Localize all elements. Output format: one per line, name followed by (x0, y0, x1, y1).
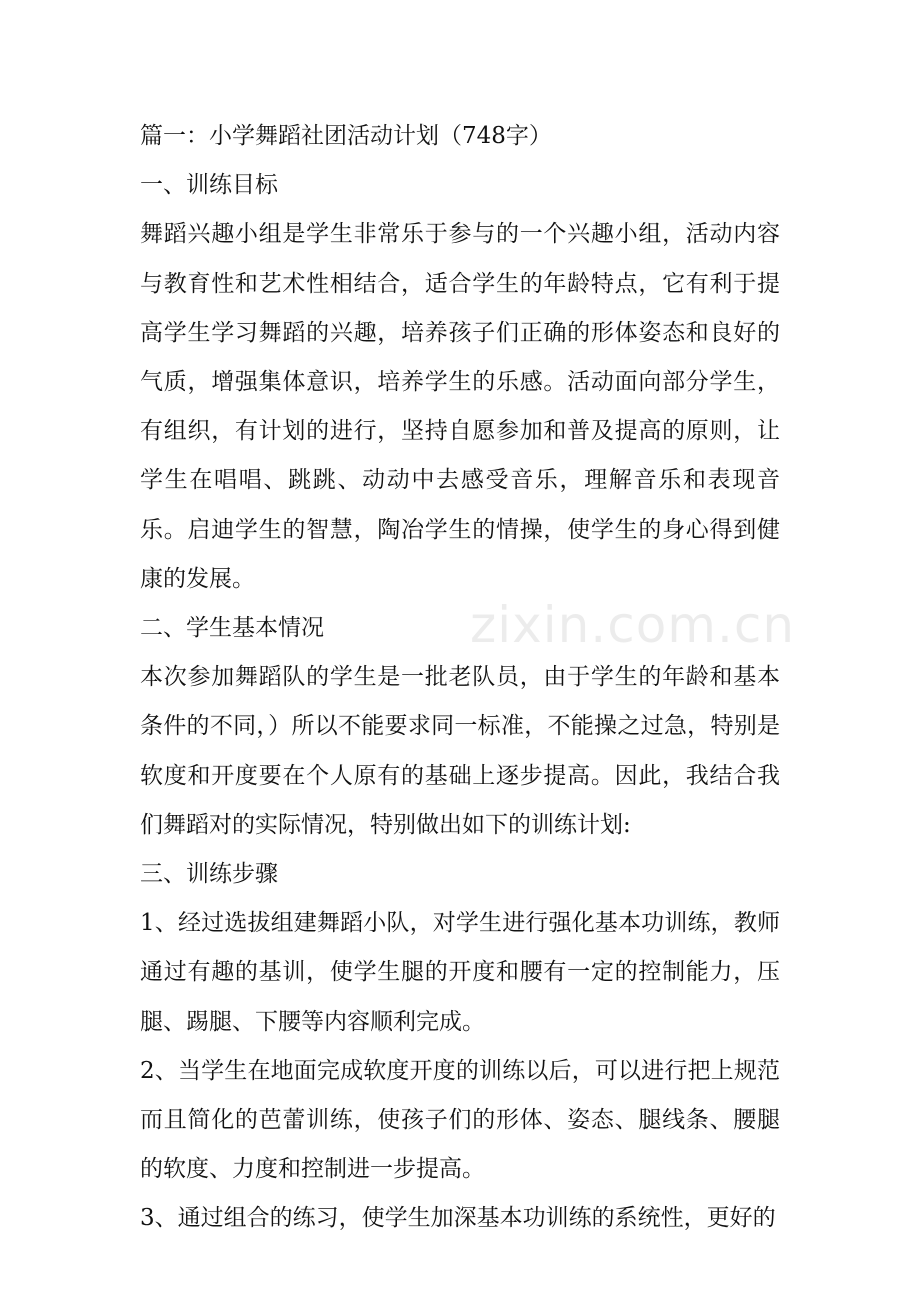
section-heading-student-situation: 二、学生基本情况 (140, 615, 324, 642)
paragraph-step-3: 3、通过组合的练习，使学生加深基本功训练的系统性，更好的 (140, 1205, 776, 1232)
document-title: 篇一：小学舞蹈社团活动计划（748字） (140, 123, 552, 149)
paragraph-student-situation: 本次参加舞蹈队的学生是一批老队员，由于学生的年龄和基本条件的不同，）所以不能要求同一标准，不能操之过急，特别是软度和开度要在个人原有的基础上逐步提高。因此，我结合我们舞蹈对的实际情况，特别做出如下的训练计划: (140, 664, 780, 838)
section-heading-training-goals: 一、训练目标 (140, 172, 278, 199)
paragraph-step-1: 1、经过选拔组建舞蹈小队，对学生进行强化基本功训练，教师通过有趣的基训，使学生腿的开度和腰有一定的控制能力，压腿、踢腿、下腰等内容顺利完成。 (140, 910, 780, 1035)
watermark: zixin.com.cn (470, 596, 796, 654)
paragraph-step-2: 2、当学生在地面完成软度开度的训练以后，可以进行把上规范而且简化的芭蕾训练，使孩子们的形体、姿态、腿线条、腰腿的软度、力度和控制进一步提高。 (140, 1057, 780, 1183)
document-body (140, 112, 780, 1244)
section-heading-training-steps: 三、训练步骤 (140, 861, 278, 888)
paragraph-training-goals: 舞蹈兴趣小组是学生非常乐于参与的一个兴趣小组，活动内容与教育性和艺术性相结合，适合学生的年龄特点，它有利于提高学生学习舞蹈的兴趣，培养孩子们正确的形体姿态和良好的气质，增强集体意识，培养学生的乐感。活动面向部分学生，有组织，有计划的进行，坚持自愿参加和普及提高的原则，让学生在唱唱、跳跳、动动中去感受音乐，理解音乐和表现音乐。启迪学生的智慧，陶冶学生的情操，使学生的身心得到健康的发展。 (140, 221, 780, 592)
